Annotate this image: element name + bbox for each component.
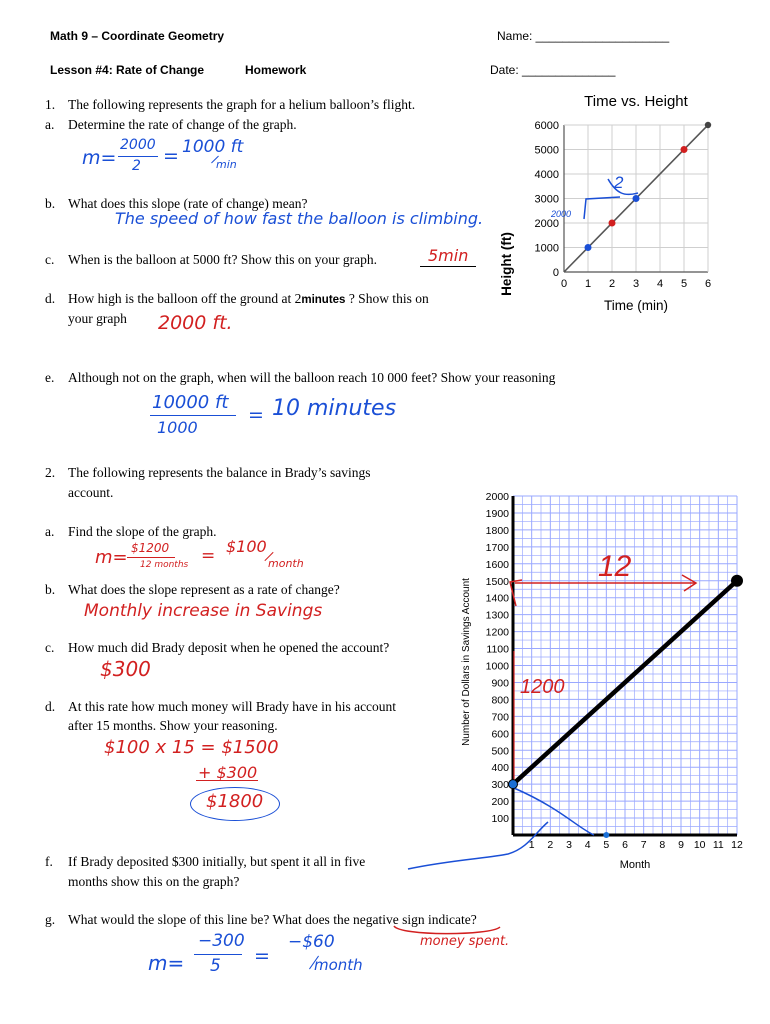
c1-xlabel: Time (min) xyxy=(604,298,668,313)
q1c-blank xyxy=(420,266,476,267)
c1-ytick-label: 1000 xyxy=(534,242,559,255)
c2-xtick-label: 12 xyxy=(731,839,743,851)
name-field: Name: ____________________ xyxy=(497,29,670,43)
c1-marked-point xyxy=(633,195,640,202)
q1a-prompt: Determine the rate of change of the graph. xyxy=(68,117,297,132)
q1a-denominator: 2 xyxy=(132,158,141,174)
date-field: Date: ______________ xyxy=(490,63,616,77)
c2-xtick-label: 8 xyxy=(659,839,666,851)
time-vs-height-chart xyxy=(490,85,730,325)
q2g-label: g. xyxy=(45,912,56,927)
q1-prompt: The following represents the graph for a helium balloon’s flight. xyxy=(68,97,416,112)
c2-xtick-label: 1 xyxy=(528,839,535,851)
c2-xtick-label: 10 xyxy=(693,839,706,851)
c2-xtick-label: 7 xyxy=(640,839,647,851)
c1-ytick-label: 5000 xyxy=(534,144,559,157)
q1c-label: c. xyxy=(45,252,55,267)
c2-grid xyxy=(513,496,737,835)
c1-xtick-label: 2 xyxy=(608,278,616,290)
c2-xlabel: Month xyxy=(619,859,651,871)
lesson-title: Lesson #4: Rate of Change xyxy=(50,63,205,77)
c2-ytick-label: 1700 xyxy=(485,541,509,554)
c1-ytick-label: 3000 xyxy=(534,193,559,206)
course-title: Math 9 – Coordinate Geometry xyxy=(50,29,225,43)
q2f-label: f. xyxy=(45,854,53,869)
q1e-numerator: 10000 ft xyxy=(152,392,229,413)
q2d-work-line1: $100 x 15 = $1500 xyxy=(104,737,279,758)
q2b-label: b. xyxy=(45,582,56,597)
c2-xtick-label: 6 xyxy=(622,839,628,851)
c2-start-point xyxy=(509,780,518,789)
c1-xtick-label: 5 xyxy=(680,278,688,290)
c2-spent-point xyxy=(603,832,609,838)
q2d-sum-line xyxy=(196,780,258,781)
c2-ytick-label: 700 xyxy=(491,711,509,724)
q1b-prompt: What does this slope (rate of change) mean? xyxy=(68,196,308,211)
c2-ytick-label: 1300 xyxy=(485,609,509,622)
c1-handwriting xyxy=(550,173,638,219)
c1-xtick-label: 6 xyxy=(704,278,712,290)
q1a-answer-num: 1000 ft xyxy=(182,137,244,157)
c1-marked-point xyxy=(609,220,616,227)
q2d-answer: $1800 xyxy=(206,791,264,812)
q2b-prompt: What does the slope represent as a rate of change? xyxy=(68,582,340,597)
q2a-denominator: 12 months xyxy=(140,560,189,570)
q2a-label: a. xyxy=(45,524,55,539)
q1a-equals: = xyxy=(163,145,179,167)
q1e-equals: = xyxy=(248,404,264,426)
c1-endpoint xyxy=(705,122,711,128)
q1a-label: a. xyxy=(45,117,55,132)
q2a-prompt: Find the slope of the graph. xyxy=(68,524,217,539)
c2-ylabel: Number of Dollars in Savings Account xyxy=(461,578,472,746)
c2-rise-note: 1200 xyxy=(520,676,565,698)
c2-xtick-label: 3 xyxy=(566,839,572,851)
q1-number: 1. xyxy=(45,97,56,112)
q2d-label: d. xyxy=(45,699,56,714)
q1e-label: e. xyxy=(45,370,55,385)
q1c-answer: 5min xyxy=(428,246,469,265)
q2a-equals: = xyxy=(201,546,216,566)
q2a-fraction-bar xyxy=(127,557,175,558)
c1-ytick-label: 4000 xyxy=(534,169,559,181)
c2-ytick-label: 100 xyxy=(491,813,509,826)
q2d-prompt-cont: after 15 months. Show your reasoning. xyxy=(68,718,278,733)
c2-ytick-label: 2000 xyxy=(485,491,509,503)
q2f-prompt: If Brady deposited $300 initially, but spent it all in five xyxy=(68,854,366,869)
q2g-denominator: 5 xyxy=(210,956,221,976)
c2-ytick-label: 1500 xyxy=(485,575,509,588)
q2-prompt-cont: account. xyxy=(68,485,114,500)
q2a-answer-den: month xyxy=(268,557,304,570)
q2g-answer-den: month xyxy=(314,956,363,974)
q2a-numerator: $1200 xyxy=(131,541,170,555)
c2-xtick-label: 5 xyxy=(603,839,610,851)
c2-ytick-label: 400 xyxy=(491,762,509,775)
savings-chart xyxy=(400,488,750,888)
c1-marked-point xyxy=(681,146,688,153)
q1a-answer-den: min xyxy=(216,158,237,171)
q2a-answer-num: $100 xyxy=(226,537,267,556)
c2-ticks xyxy=(486,491,743,851)
c2-ytick-label: 1400 xyxy=(485,592,509,605)
q1d-label: d. xyxy=(45,291,56,306)
q1b-answer: The speed of how fast the balloon is climbing. xyxy=(115,209,484,228)
q1d-answer: 2000 ft. xyxy=(158,312,233,334)
q2c-label: c. xyxy=(45,640,55,655)
c2-xtick-label: 2 xyxy=(547,839,554,851)
c2-ytick-label: 600 xyxy=(491,728,509,741)
c2-xtick-label: 4 xyxy=(584,839,591,851)
homework-label: Homework xyxy=(245,63,307,77)
c1-ytick-label: 0 xyxy=(552,267,559,279)
c2-ytick-label: 500 xyxy=(491,745,509,758)
q1c-prompt: When is the balloon at 5000 ft? Show this on your graph. xyxy=(68,252,377,267)
c1-xtick-label: 0 xyxy=(560,278,568,290)
c2-ytick-label: 1800 xyxy=(485,524,509,537)
c1-series xyxy=(564,122,711,272)
q2g-fraction-bar xyxy=(194,954,242,955)
q2g-m: m= xyxy=(148,951,185,975)
q1e-fraction-bar xyxy=(150,415,236,416)
q1b-label: b. xyxy=(45,196,56,211)
q2g-equals: = xyxy=(254,945,270,967)
q2-prompt: The following represents the balance in Brady’s savings xyxy=(68,465,371,480)
c1-ticks xyxy=(535,120,712,290)
q2g-prompt: What would the slope of this line be? What does the negative sign indicate? xyxy=(68,912,477,927)
c2-run-note: 12 xyxy=(598,550,632,583)
c2-ytick-label: 1200 xyxy=(485,626,509,639)
q1e-answer: 10 minutes xyxy=(272,396,397,421)
q2g-answer-num: −$60 xyxy=(288,932,335,952)
c1-run-note: 2000 xyxy=(551,209,572,219)
c1-title: Time vs. Height xyxy=(584,93,688,110)
q1a-m: m= xyxy=(82,147,117,169)
c2-ytick-label: 800 xyxy=(491,694,509,707)
q2d-prompt: At this rate how much money will Brady have in his account xyxy=(68,699,397,714)
q1d-prompt-cont: your graph xyxy=(68,311,127,326)
c2-ytick-label: 300 xyxy=(491,779,509,792)
c1-ytick-label: 2000 xyxy=(534,218,559,230)
q2b-answer: Monthly increase in Savings xyxy=(84,601,323,621)
q1a-numerator: 2000 xyxy=(120,137,156,153)
c1-ytick-label: 6000 xyxy=(534,120,559,132)
c1-ylabel: Height (ft) xyxy=(499,232,514,296)
c1-xtick-label: 1 xyxy=(584,278,592,290)
c2-end-point xyxy=(731,575,743,587)
q2g-numerator: −300 xyxy=(198,931,245,951)
c1-marked-point xyxy=(585,244,592,251)
c2-xtick-label: 9 xyxy=(678,839,684,851)
c2-ytick-label: 1900 xyxy=(485,507,509,520)
c2-xtick-label: 11 xyxy=(712,839,724,851)
q2f-prompt-cont: months show this on the graph? xyxy=(68,874,240,889)
q1a-fraction-bar xyxy=(118,156,158,157)
q1e-denominator: 1000 xyxy=(157,418,198,437)
c1-xtick-label: 3 xyxy=(632,278,640,290)
q2-number: 2. xyxy=(45,465,56,480)
q2g-note: money spent. xyxy=(420,934,510,949)
c2-ytick-label: 200 xyxy=(491,796,509,809)
c2-ytick-label: 1000 xyxy=(485,660,509,673)
q1e-prompt: Although not on the graph, when will the balloon reach 10 000 feet? Show your reasoning xyxy=(68,370,556,385)
q2c-prompt: How much did Brady deposit when he opened the account? xyxy=(68,640,390,655)
q1d-prompt: How high is the balloon off the ground at 2minutes ? Show this on xyxy=(68,291,429,306)
q2d-work-line2: + $300 xyxy=(198,763,258,782)
c1-rise-note: 2 xyxy=(614,173,624,192)
c1-xtick-label: 4 xyxy=(656,278,664,290)
c2-ytick-label: 900 xyxy=(491,677,509,690)
q2c-answer: $300 xyxy=(100,657,151,681)
c2-ytick-label: 1100 xyxy=(486,643,509,656)
c2-ytick-label: 1600 xyxy=(485,558,509,571)
q2a-m: m= xyxy=(95,547,128,568)
